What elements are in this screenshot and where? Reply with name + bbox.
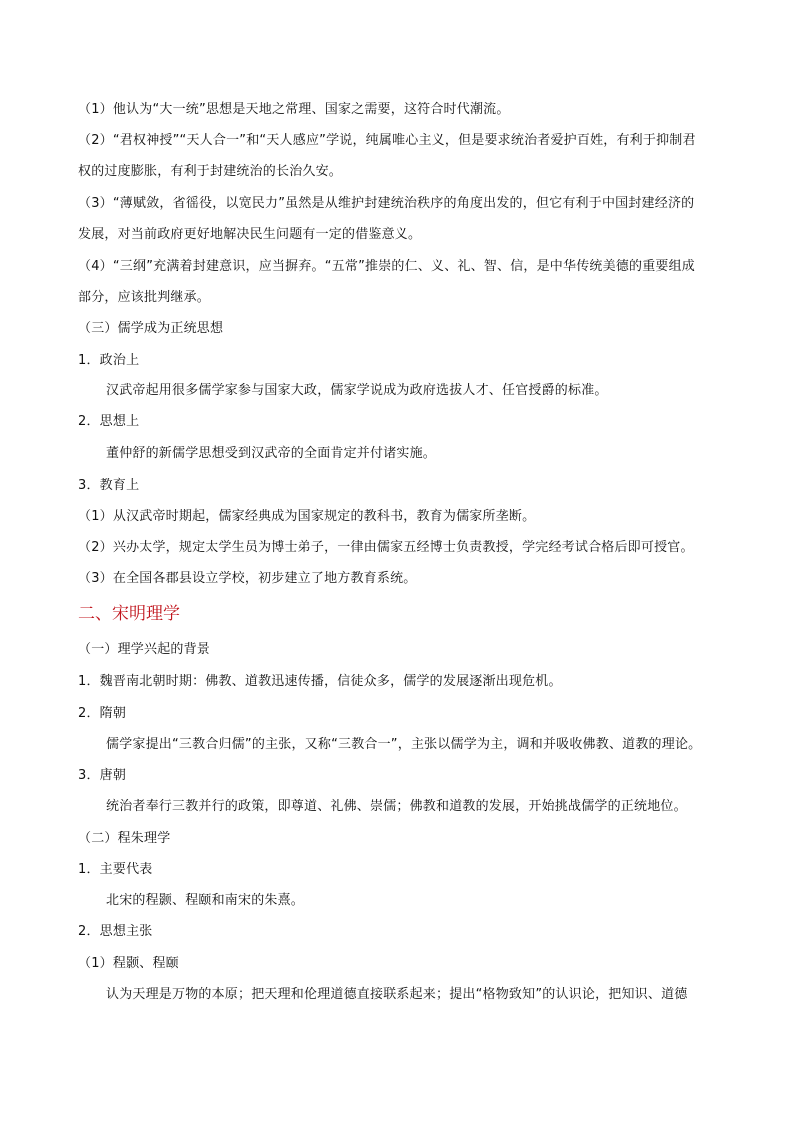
- numbered-heading: 2．思想上: [78, 414, 140, 429]
- numbered-heading: 2．思想主张: [78, 924, 153, 939]
- paragraph-line: 发展，对当前政府更好地解决民生问题有一定的借鉴意义。: [78, 227, 422, 242]
- paragraph-line: 董仲舒的新儒学思想受到汉武帝的全面肯定并付诸实施。: [106, 446, 437, 461]
- paragraph-line: （1）从汉武帝时期起，儒家经典成为国家规定的教科书，教育为儒家所垄断。: [78, 509, 536, 524]
- subsection-heading: （二）程朱理学: [78, 831, 171, 846]
- paragraph-line: 部分，应该批判继承。: [78, 290, 211, 305]
- subsection-heading: （1）程颢、程颐: [78, 956, 179, 971]
- numbered-heading: 3．唐朝: [78, 768, 127, 783]
- paragraph-line: 汉武帝起用很多儒学家参与国家大政，儒家学说成为政府选拔人才、任官授爵的标准。: [106, 383, 608, 398]
- paragraph-line: （2）“君权神授”“天人合一”和“天人感应”学说，纯属唯心主义，但是要求统治者爱护百姓，有利于抑制君: [78, 133, 696, 148]
- paragraph-line: 认为天理是万物的本原；把天理和伦理道德直接联系起来；提出“格物致知”的认识论，把知识、道德: [106, 987, 688, 1002]
- paragraph-line: 儒学家提出“三教合归儒”的主张，又称“三教合一”，主张以儒学为主，调和并吸收佛教、道教的理论。: [106, 737, 702, 752]
- paragraph-line: （1）他认为“大一统”思想是天地之常理、国家之需要，这符合时代潮流。: [78, 102, 510, 117]
- paragraph-line: 1．魏晋南北朝时期：佛教、道教迅速传播，信徒众多，儒学的发展逐渐出现危机。: [78, 674, 562, 689]
- numbered-heading: 1．政治上: [78, 353, 140, 368]
- section-heading: 二、宋明理学: [78, 604, 180, 624]
- paragraph-line: （3）在全国各郡县设立学校，初步建立了地方教育系统。: [78, 571, 417, 586]
- paragraph-line: （2）兴办太学，规定太学生员为博士弟子，一律由儒家五经博士负责教授，学完经考试合格后即可授官。: [78, 540, 694, 555]
- subsection-heading: （三）儒学成为正统思想: [78, 321, 224, 336]
- paragraph-line: （3）“薄赋敛，省徭役，以宽民力”虽然是从维护封建统治秩序的角度出发的，但它有利于中国封建经济的: [78, 196, 695, 211]
- paragraph-line: 北宋的程颢、程颐和南宋的朱熹。: [106, 893, 305, 908]
- numbered-heading: 3．教育上: [78, 478, 140, 493]
- paragraph-line: （4）“三纲”充满着封建意识，应当摒弃。“五常”推崇的仁、义、礼、智、信，是中华传统美德的重要组成: [78, 259, 696, 274]
- paragraph-line: 权的过度膨胀，有利于封建统治的长治久安。: [78, 164, 343, 179]
- paragraph-line: 统治者奉行三教并行的政策，即尊道、礼佛、崇儒；佛教和道教的发展，开始挑战儒学的正统地位。: [106, 799, 687, 814]
- numbered-heading: 1．主要代表: [78, 862, 153, 877]
- subsection-heading: （一）理学兴起的背景: [78, 642, 211, 657]
- numbered-heading: 2．隋朝: [78, 706, 127, 721]
